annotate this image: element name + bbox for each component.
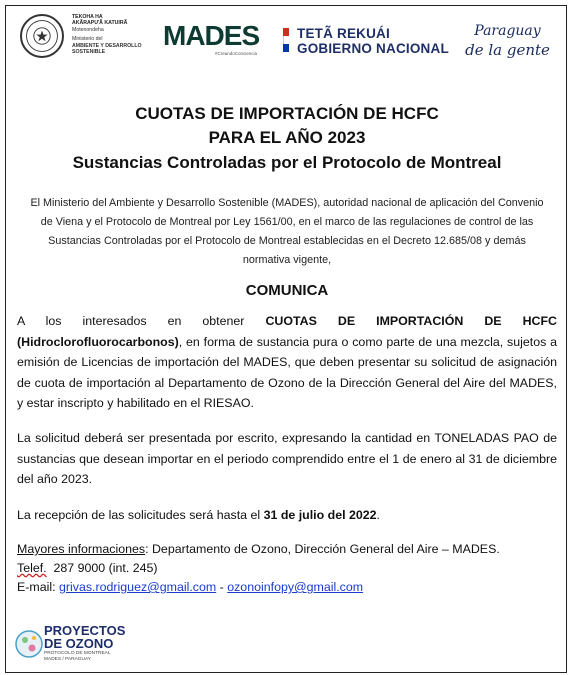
slogan-line2: de la gente — [465, 41, 550, 59]
deadline-date: 31 de julio del 2022 — [263, 508, 377, 522]
paragraph-1 — [17, 311, 557, 414]
ozone-logo-line3b: MADES / PARAGUAY — [44, 656, 92, 662]
contact-info-line — [17, 540, 557, 559]
email-separator: - — [216, 580, 228, 594]
gov-line2: GOBIERNO NACIONAL — [297, 41, 449, 56]
intro-paragraph: El Ministerio del Ambiente y Desarrollo Sostenible (MADES), autoridad nacional de aplicación del Convenio de Viena y el Protocolo de Montreal por Ley 1561/00, en el marco de las regulaciones de control de las Sustancias Controladas por el Protocolo de Montreal establecidas en el Decreto 12.685/08 y demás normativa vigente, — [30, 197, 544, 266]
ministry-line4: Ministerio del — [72, 36, 103, 43]
ozone-logo-line2: DE OZONO — [44, 636, 114, 651]
ministry-line6: SOSTENIBLE — [72, 49, 106, 56]
gov-line1: TETÃ REKUÁI — [297, 26, 390, 41]
page-subtitle: Sustancias Controladas por el Protocolo de Montreal — [72, 153, 502, 172]
contact-phone-line — [17, 559, 557, 578]
info-label: Mayores informaciones — [17, 542, 146, 556]
email-label: E-mail: — [17, 580, 59, 594]
phone-value: 287 9000 (int. 245) — [46, 561, 158, 575]
mades-logo — [163, 22, 275, 60]
page-title: CUOTAS DE IMPORTACIÓN DE HCFC — [135, 104, 439, 123]
ministry-line5: AMBIENTE Y DESARROLLO — [72, 42, 142, 49]
paragraph-2: La solicitud deberá ser presentada por escrito, expresando la cantidad en TONELADAS PAO de sustancias que desean importar en el periodo comprendido entre el 1 de enero al 31 de diciembre del año 2023. — [17, 431, 557, 487]
ozone-globe-icon — [14, 624, 44, 664]
page-title-year: PARA EL AÑO 2023 — [208, 128, 366, 147]
ozone-projects-logo — [14, 620, 129, 670]
ministry-line1: TEKOHA HA — [72, 14, 103, 20]
ozone-logo-line1: PROYECTOS — [44, 623, 126, 638]
paragraph-3 — [17, 505, 557, 526]
phone-label: Telef. — [17, 561, 47, 575]
ozone-logo-line3 — [44, 651, 111, 662]
paragraph-3-start: La recepción de las solicitudes será hasta el — [17, 508, 264, 522]
paragraph-1-bold: CUOTAS DE IMPORTACIÓN DE HCFC (Hidroclorofluorocarbonos) — [17, 314, 557, 349]
mades-wordmark: MADES — [163, 20, 260, 51]
ministry-logo — [72, 14, 162, 55]
republic-seal-icon — [20, 14, 64, 58]
email-link-2[interactable]: ozonoinfopy@gmail.com — [227, 580, 364, 594]
ministry-line3: Motenondeha — [72, 26, 104, 33]
mades-tagline: #CreandoConciencia — [215, 51, 258, 56]
paraguay-flag-icon — [283, 28, 289, 52]
contact-email-line — [17, 578, 557, 597]
contact-block — [17, 540, 557, 597]
paragraph-1-end: , en forma de sustancia pura o como parte de una mezcla, sujetos a emisión de Licencias de importación del MADES, que deben presentar su solicitud de asignación de cuota de importación al Departamento de Ozono de la Dirección General del Aire del MADES, y estar inscripto y habilitado en el RIESAO. — [17, 334, 557, 411]
ministry-line2: AKÃRAPU'Ã KATUIRÃ — [72, 20, 128, 27]
slogan-line1: Paraguay — [474, 23, 541, 39]
paragraph-1-start: A los interesados en obtener — [17, 314, 266, 328]
paragraph-3-end: . — [376, 508, 380, 522]
comunica-heading: COMUNICA — [245, 282, 329, 299]
info-text: : Departamento de Ozono, Dirección General del Aire – MADES. — [145, 542, 500, 556]
slogan-logo — [460, 22, 555, 60]
ozone-logo-line3a: PROTOCOLO DE MONTREAL — [44, 651, 111, 656]
email-link-1[interactable]: grivas.rodriguez@gmail.com — [59, 580, 217, 594]
